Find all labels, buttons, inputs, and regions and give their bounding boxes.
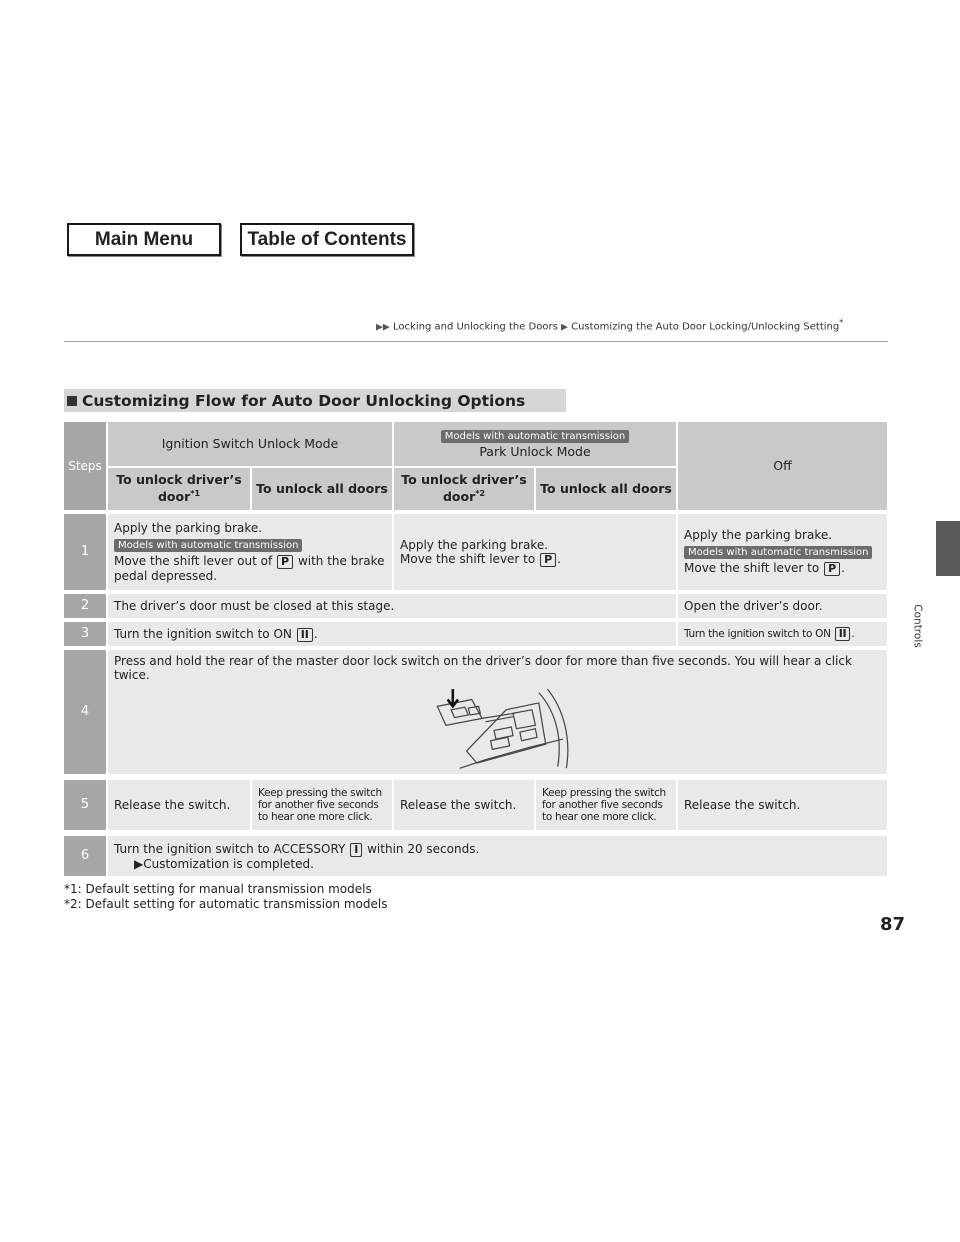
step-number: 4 — [64, 650, 106, 774]
off-header: Off — [678, 422, 887, 510]
table-of-contents-button[interactable]: Table of Contents — [240, 223, 414, 256]
step-6-main: Turn the ignition switch to ACCESSORY I within 20 seconds. ▶Customization is completed. — [108, 836, 887, 876]
model-badge: Models with automatic transmission — [441, 430, 629, 443]
step-3-off: Turn the ignition switch to ON II . — [678, 622, 887, 646]
step-number: 5 — [64, 780, 106, 830]
main-menu-button[interactable]: Main Menu — [67, 223, 221, 256]
step-number: 1 — [64, 514, 106, 590]
step-number: 2 — [64, 594, 106, 618]
step-2-main: The driver’s door must be closed at this stage. — [108, 594, 676, 618]
sub-header-driver: To unlock driver’s door$^{*1}$ — [108, 468, 250, 510]
ignition-mode-header: Ignition Switch Unlock Mode — [108, 422, 392, 466]
p-key-icon: P — [824, 562, 840, 576]
ii-key-icon: II — [297, 628, 313, 642]
footnote: *1: Default setting for manual transmission models — [64, 882, 372, 896]
chapter-label: Controls — [911, 604, 924, 648]
arrow-icon: ▶ — [134, 856, 144, 871]
step-number: 6 — [64, 836, 106, 876]
park-mode-header: Models with automatic transmission Park Unlock Mode — [394, 422, 676, 466]
page-number: 87 — [880, 914, 906, 935]
step-1-ignition: Apply the parking brake. Models with automatic transmission Move the shift lever out of P with the brake pedal depressed. — [108, 514, 392, 590]
door-lock-switch-illustration — [422, 684, 592, 770]
header-divider — [64, 341, 888, 342]
chapter-tab — [936, 521, 960, 576]
step-5-release: Release the switch. — [108, 780, 250, 830]
step-1-off: Apply the parking brake. Models with automatic transmission Move the shift lever to P . — [678, 514, 887, 590]
step-number: 3 — [64, 622, 106, 646]
footnote: *2: Default setting for automatic transmission models — [64, 897, 388, 911]
footnote-mark: * — [839, 318, 844, 327]
step-5-keep: Keep pressing the switch for another five seconds to hear one more click. — [536, 780, 676, 830]
arrow-icon: ▶▶ — [376, 322, 390, 333]
sub-header-all: To unlock all doors — [536, 468, 676, 510]
model-badge: Models with automatic transmission — [684, 546, 872, 559]
step-1-park: Apply the parking brake. Move the shift lever to P . — [394, 514, 676, 590]
model-badge: Models with automatic transmission — [114, 539, 302, 552]
square-bullet-icon — [67, 396, 77, 406]
section-title: Customizing Flow for Auto Door Unlocking Options — [64, 389, 566, 412]
breadcrumb-item[interactable]: Locking and Unlocking the Doors — [393, 321, 558, 333]
arrow-icon: ▶ — [561, 322, 568, 333]
step-5-release: Release the switch. — [394, 780, 534, 830]
sub-header-all: To unlock all doors — [252, 468, 392, 510]
step-4-main: Press and hold the rear of the master door lock switch on the driver’s door for more than five seconds. You will hear a click twice. — [108, 650, 887, 774]
breadcrumb-item[interactable]: Customizing the Auto Door Locking/Unlocking Setting — [571, 321, 840, 333]
breadcrumb — [376, 318, 843, 332]
step-2-off: Open the driver’s door. — [678, 594, 887, 618]
ii-key-icon: II — [835, 627, 851, 641]
step-5-release: Release the switch. — [678, 780, 887, 830]
step-3-main: Turn the ignition switch to ON II . — [108, 622, 676, 646]
sub-header-driver: To unlock driver’s door$^{*2}$ — [394, 468, 534, 510]
i-key-icon: I — [350, 843, 362, 857]
p-key-icon: P — [540, 553, 556, 567]
steps-header: Steps — [64, 422, 106, 510]
step-5-keep: Keep pressing the switch for another five seconds to hear one more click. — [252, 780, 392, 830]
p-key-icon: P — [277, 555, 293, 569]
